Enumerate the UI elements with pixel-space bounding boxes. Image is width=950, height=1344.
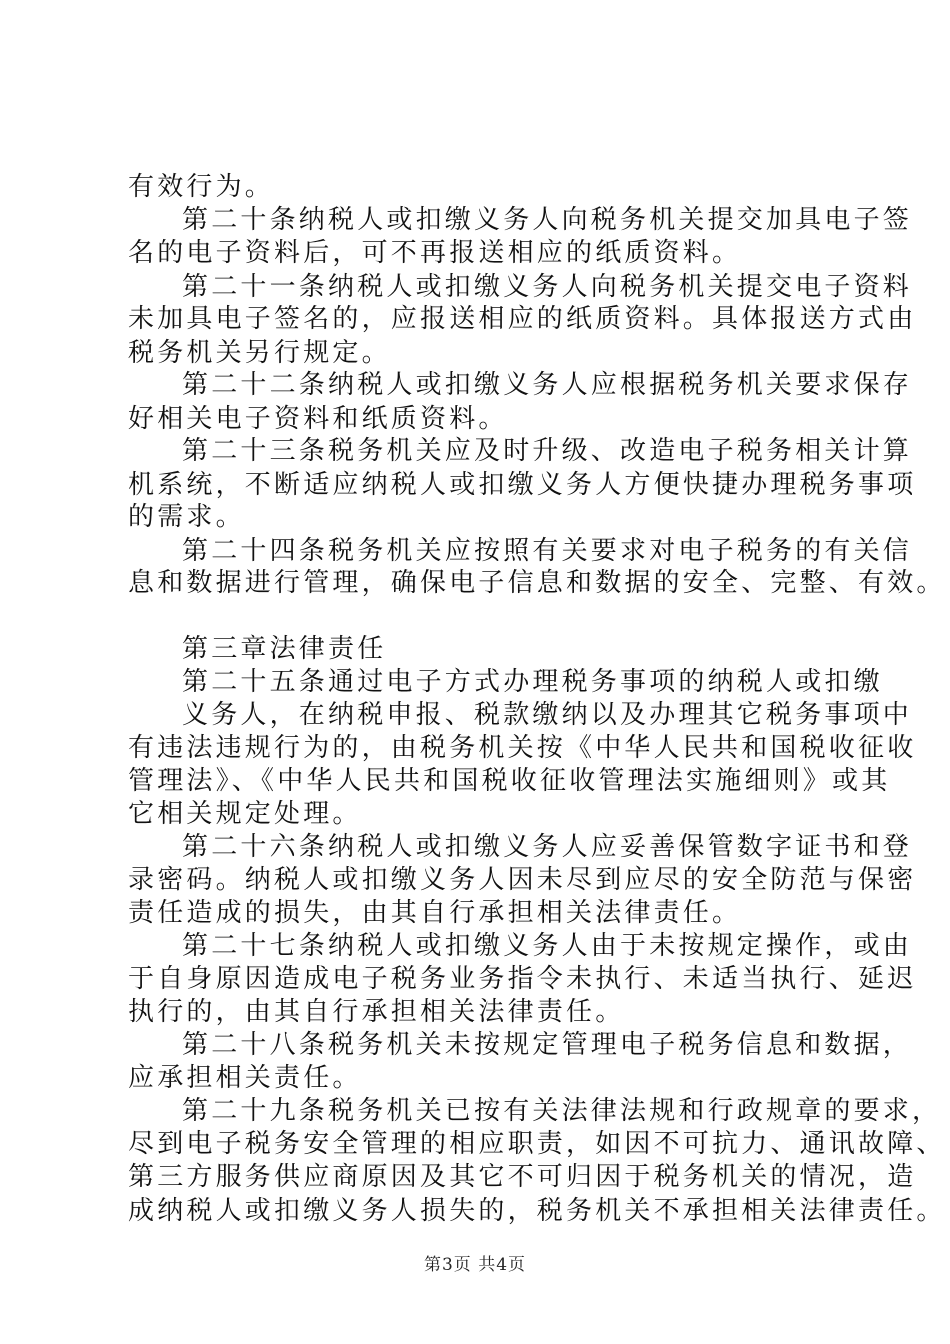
text-line: 未加具电子签名的，应报送相应的纸质资料。具体报送方式由 bbox=[128, 304, 917, 334]
text-line: 于自身原因造成电子税务业务指令未执行、未适当执行、延迟 bbox=[128, 964, 917, 994]
text-line: 录密码。纳税人或扣缴义务人因未尽到应尽的安全防范与保密 bbox=[128, 865, 917, 895]
article-20-line-1: 第二十条纳税人或扣缴义务人向税务机关提交加具电子签 bbox=[182, 205, 913, 235]
text-line: 的需求。 bbox=[128, 502, 245, 532]
text-line: 税务机关另行规定。 bbox=[128, 338, 391, 368]
article-24-line-1: 第二十四条税务机关应按照有关要求对电子税务的有关信 bbox=[182, 536, 913, 566]
article-28-line-1: 第二十八条税务机关未按规定管理电子税务信息和数据， bbox=[182, 1030, 913, 1060]
text-line: 责任造成的损失，由其自行承担相关法律责任。 bbox=[128, 898, 742, 928]
text-line: 好相关电子资料和纸质资料。 bbox=[128, 404, 508, 434]
article-26-line-1: 第二十六条纳税人或扣缴义务人应妥善保管数字证书和登 bbox=[182, 832, 913, 862]
article-27-line-1: 第二十七条纳税人或扣缴义务人由于未按规定操作，或由 bbox=[182, 931, 913, 961]
text-line: 名的电子资料后，可不再报送相应的纸质资料。 bbox=[128, 238, 742, 268]
chapter-heading: 第三章法律责任 bbox=[182, 634, 387, 664]
text-line: 成纳税人或扣缴义务人损失的，税务机关不承担相关法律责任。 bbox=[128, 1196, 946, 1226]
text-line: 执行的，由其自行承担相关法律责任。 bbox=[128, 997, 625, 1027]
article-23-line-1: 第二十三条税务机关应及时升级、改造电子税务相关计算 bbox=[182, 436, 913, 466]
article-25-line-1: 第二十五条通过电子方式办理税务事项的纳税人或扣缴 bbox=[182, 667, 883, 697]
text-line: 有违法违规行为的，由税务机关按《中华人民共和国税收征收 bbox=[128, 733, 917, 763]
article-22-line-1: 第二十二条纳税人或扣缴义务人应根据税务机关要求保存 bbox=[182, 370, 913, 400]
text-line: 管理法》、《中华人民共和国税收征收管理法实施细则》或其 bbox=[128, 766, 891, 796]
text-line: 义务人，在纳税申报、税款缴纳以及办理其它税务事项中 bbox=[182, 700, 913, 730]
page-footer: 第3页 共4页 bbox=[423, 1255, 527, 1275]
text-line: 有效行为。 bbox=[128, 172, 275, 202]
text-line: 第三方服务供应商原因及其它不可归因于税务机关的情况，造 bbox=[128, 1162, 917, 1192]
text-line: 息和数据进行管理，确保电子信息和数据的安全、完整、有效。 bbox=[128, 568, 946, 598]
text-line: 它相关规定处理。 bbox=[128, 799, 362, 829]
text-line: 尽到电子税务安全管理的相应职责，如因不可抗力、通讯故障、 bbox=[128, 1129, 946, 1159]
article-21-line-1: 第二十一条纳税人或扣缴义务人向税务机关提交电子资料 bbox=[182, 272, 913, 302]
text-line: 机系统，不断适应纳税人或扣缴义务人方便快捷办理税务事项 bbox=[128, 470, 917, 500]
article-29-line-1: 第二十九条税务机关已按有关法律法规和行政规章的要求， bbox=[182, 1096, 942, 1126]
text-line: 应承担相关责任。 bbox=[128, 1063, 362, 1093]
